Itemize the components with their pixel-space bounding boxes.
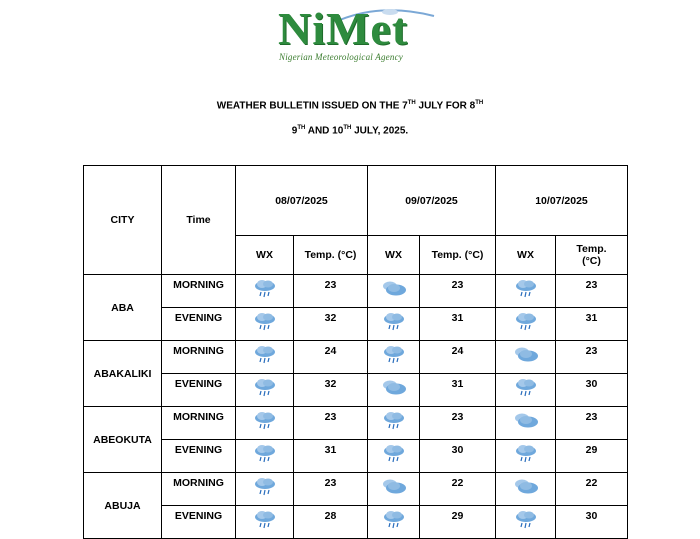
- table-row: [84, 374, 628, 407]
- wx-cell: [496, 341, 556, 374]
- wx-cell: [496, 374, 556, 407]
- cloudy-icon: [513, 477, 539, 497]
- wx-cell: [236, 374, 294, 407]
- nimet-logo: [0, 4, 700, 64]
- rain-cloud-icon: [252, 345, 278, 365]
- wx-cell: [496, 407, 556, 440]
- temperature-value: 31: [294, 440, 368, 473]
- time-of-day: MORNING: [162, 275, 236, 308]
- table-row: [84, 440, 628, 473]
- rain-cloud-icon: [513, 312, 539, 332]
- temperature-value: 22: [420, 473, 496, 506]
- date-header: 08/07/2025: [236, 166, 368, 236]
- rain-cloud-icon: [381, 411, 407, 431]
- table-row: [84, 275, 628, 308]
- wx-cell: [368, 374, 420, 407]
- wx-cell: [236, 308, 294, 341]
- rain-cloud-icon: [252, 510, 278, 530]
- wx-cell: [496, 308, 556, 341]
- wx-cell: [496, 440, 556, 473]
- wx-cell: [496, 506, 556, 539]
- rain-cloud-icon: [381, 312, 407, 332]
- rain-cloud-icon: [381, 345, 407, 365]
- rain-cloud-icon: [252, 411, 278, 431]
- rain-cloud-icon: [513, 279, 539, 299]
- temp-header: Temp. (°C): [556, 236, 628, 275]
- temperature-value: 30: [420, 440, 496, 473]
- date-header: 09/07/2025: [368, 166, 496, 236]
- cloudy-icon: [381, 378, 407, 398]
- temp-header: Temp. (°C): [294, 236, 368, 275]
- wx-cell: [368, 308, 420, 341]
- wx-cell: [368, 506, 420, 539]
- bulletin-title-line-2: 9TH AND 10TH JULY, 2025.: [291, 125, 409, 137]
- temperature-value: 30: [556, 374, 628, 407]
- city-name: ABA: [84, 275, 162, 341]
- cloudy-icon: [381, 279, 407, 299]
- logo-subtitle: Nigerian Meteorological Agency: [279, 52, 403, 62]
- wx-cell: [236, 341, 294, 374]
- time-of-day: EVENING: [162, 308, 236, 341]
- time-of-day: EVENING: [162, 440, 236, 473]
- city-name: ABAKALIKI: [84, 341, 162, 407]
- wx-cell: [368, 341, 420, 374]
- time-of-day: EVENING: [162, 374, 236, 407]
- rain-cloud-icon: [252, 279, 278, 299]
- bulletin-title-line-1: WEATHER BULLETIN ISSUED ON THE 7TH JULY FOR 8TH: [216, 100, 484, 112]
- table-row: [84, 341, 628, 374]
- wx-cell: [236, 506, 294, 539]
- time-of-day: MORNING: [162, 341, 236, 374]
- temperature-value: 23: [556, 341, 628, 374]
- temperature-value: 24: [294, 341, 368, 374]
- wx-cell: [496, 473, 556, 506]
- wx-cell: [236, 407, 294, 440]
- cloudy-icon: [513, 345, 539, 365]
- table-row: [84, 308, 628, 341]
- wx-header: WX: [496, 236, 556, 275]
- temperature-value: 22: [556, 473, 628, 506]
- table-row: [84, 473, 628, 506]
- wx-cell: [368, 440, 420, 473]
- wx-cell: [496, 275, 556, 308]
- rain-cloud-icon: [381, 444, 407, 464]
- wx-cell: [368, 407, 420, 440]
- logo-wordmark: NiMet: [278, 3, 409, 54]
- temperature-value: 24: [420, 341, 496, 374]
- temperature-value: 31: [556, 308, 628, 341]
- rain-cloud-icon: [252, 477, 278, 497]
- temperature-value: 23: [556, 275, 628, 308]
- temperature-value: 23: [294, 473, 368, 506]
- temperature-value: 23: [420, 275, 496, 308]
- wx-cell: [236, 473, 294, 506]
- table-row: [84, 506, 628, 539]
- temperature-value: 28: [294, 506, 368, 539]
- rain-cloud-icon: [513, 510, 539, 530]
- rain-cloud-icon: [252, 378, 278, 398]
- temp-header: Temp. (°C): [420, 236, 496, 275]
- temperature-value: 31: [420, 374, 496, 407]
- city-name: ABEOKUTA: [84, 407, 162, 473]
- rain-cloud-icon: [252, 444, 278, 464]
- temperature-value: 23: [420, 407, 496, 440]
- temperature-value: 23: [294, 275, 368, 308]
- temperature-value: 23: [556, 407, 628, 440]
- time-of-day: MORNING: [162, 473, 236, 506]
- wx-cell: [236, 275, 294, 308]
- city-name: ABUJA: [84, 473, 162, 539]
- time-header: Time: [162, 166, 236, 275]
- temperature-value: 32: [294, 308, 368, 341]
- temperature-value: 29: [420, 506, 496, 539]
- temperature-value: 29: [556, 440, 628, 473]
- rain-cloud-icon: [381, 510, 407, 530]
- wx-header: WX: [368, 236, 420, 275]
- time-of-day: MORNING: [162, 407, 236, 440]
- temperature-value: 23: [294, 407, 368, 440]
- wx-cell: [236, 440, 294, 473]
- city-header: CITY: [84, 166, 162, 275]
- wx-cell: [368, 275, 420, 308]
- cloudy-icon: [513, 411, 539, 431]
- cloudy-icon: [381, 477, 407, 497]
- table-row: [84, 407, 628, 440]
- temperature-value: 31: [420, 308, 496, 341]
- temperature-value: 32: [294, 374, 368, 407]
- temperature-value: 30: [556, 506, 628, 539]
- rain-cloud-icon: [513, 378, 539, 398]
- rain-cloud-icon: [513, 444, 539, 464]
- forecast-table: [83, 165, 628, 539]
- date-header: 10/07/2025: [496, 166, 628, 236]
- rain-cloud-icon: [252, 312, 278, 332]
- wx-cell: [368, 473, 420, 506]
- time-of-day: EVENING: [162, 506, 236, 539]
- wx-header: WX: [236, 236, 294, 275]
